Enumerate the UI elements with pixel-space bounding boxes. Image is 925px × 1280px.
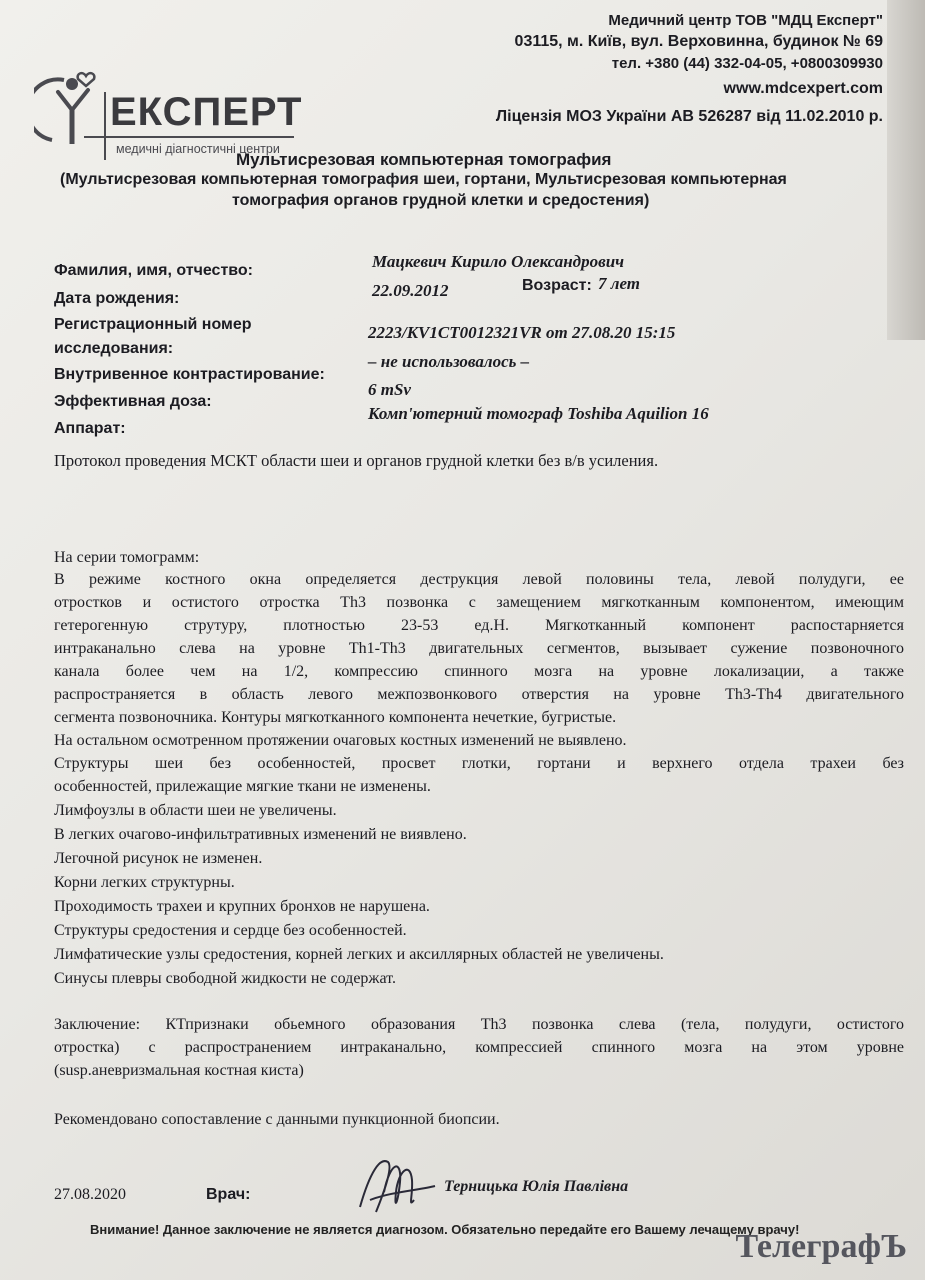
dob-label: Дата рождения:	[54, 290, 180, 307]
conclusion-line2: отростка) с распространением интраканально, компрессией спинного мозга на этом уровне	[54, 1039, 904, 1056]
report-subtitle-line1: (Мультисрезовая компьютерная томография шеи, гортани, Мультисрезовая компьютерная	[60, 171, 787, 188]
reg-label-line2: исследования:	[54, 340, 174, 357]
age-value: 7 лет	[598, 274, 641, 293]
signature-icon	[350, 1152, 440, 1222]
finding-item: Лимфатические узлы средостения, корней легких и аксиллярных областей не увеличены.	[54, 946, 664, 963]
contrast-label: Внутривенное контрастирование:	[54, 366, 325, 383]
contrast-value: – не использовалось –	[368, 352, 530, 371]
findings-line: В режиме костного окна определяется деструкция левой половины тела, левой полудуги, ее	[54, 571, 904, 588]
center-website: www.mdcexpert.com	[723, 80, 883, 97]
report-date: 27.08.2020	[54, 1186, 126, 1203]
finding-item: Легочной рисунок не изменен.	[54, 850, 263, 867]
finding-item: Структуры средостения и сердце без особенностей.	[54, 922, 407, 939]
device-value: Комп'ютерний томограф Toshiba Aquilion 16	[368, 404, 709, 423]
recommendation-text: Рекомендовано сопоставление с данными пункционной биопсии.	[54, 1111, 500, 1128]
logo-divider-horizontal	[84, 136, 294, 138]
center-license: Ліцензія МОЗ України АВ 526287 від 11.02.2010 р.	[495, 108, 883, 125]
doctor-label: Врач:	[206, 1186, 251, 1203]
name-label: Фамилия, имя, отчество:	[54, 262, 253, 279]
logo-divider-vertical	[104, 92, 106, 160]
findings-intro: На серии томограмм:	[54, 549, 200, 566]
findings-rest: На остальном осмотренном протяжении очаговых костных изменений не выявлено.	[54, 732, 627, 749]
findings-line: канала более чем на 1/2, компрессию спинного мозга на уровне локализации, а также	[54, 663, 904, 680]
center-address: 03115, м. Київ, вул. Верховинна, будинок № 69	[514, 33, 883, 50]
findings-line: гетерогенную струтуру, плотностью 23-53 ед.Н. Мягкотканный компонент распостарняется	[54, 617, 904, 634]
findings-line: отростков и остистого отростка Th3 позвонка с замещением мягкотканным компонентом, имеющим	[54, 594, 904, 611]
neck-line2: особенностей, прилежащие мягкие ткани не изменены.	[54, 778, 431, 795]
findings-line: распространяется в область левого межпозвонкового отверстия на уровне Th3-Th4 двигательного	[54, 686, 904, 703]
conclusion-line1: Заключение: КТпризнаки обьемного образования Th3 позвонка слева (тела, полудуги, остистого	[54, 1016, 904, 1033]
report-subtitle-line2: томография органов грудной клетки и средостения)	[232, 192, 650, 209]
person-heart-logo-icon	[34, 62, 114, 162]
finding-item: Лимфоузлы в области шеи не увеличены.	[54, 802, 337, 819]
finding-item: Проходимость трахеи и крупних бронхов не нарушена.	[54, 898, 430, 915]
telegraf-watermark: ТелеграфЪ	[735, 1228, 907, 1265]
reg-value: 2223/KV1CT0012321VR от 27.08.20 15:15	[368, 323, 676, 342]
finding-item: Синусы плевры свободной жидкости не содержат.	[54, 970, 396, 987]
finding-item: В легких очагово-инфильтративных изменений не виявлено.	[54, 826, 467, 843]
device-label: Аппарат:	[54, 420, 126, 437]
age-label: Возраст:	[522, 277, 592, 294]
findings-line: сегмента позвоночника. Контуры мягкотканного компонента нечеткие, бугристые.	[54, 709, 617, 726]
dose-value: 6 mSv	[368, 380, 411, 399]
doctor-name: Терницька Юлія Павлівна	[444, 1178, 629, 1195]
protocol-text: Протокол проведения МСКТ области шеи и органов грудной клетки без в/в усиления.	[54, 451, 659, 470]
neck-line1: Структуры шеи без особенностей, просвет глотки, гортани и верхнего отдела трахеи без	[54, 755, 904, 772]
conclusion-line3: (susp.аневризмальная костная киста)	[54, 1062, 304, 1079]
center-name: Медичний центр ТОВ "МДЦ Експерт"	[608, 12, 883, 29]
page-edge-shadow	[887, 0, 925, 340]
findings-line: интраканально слева на уровне Th1-Th3 двигательных сегментов, вызывает сужение позвоночного	[54, 640, 904, 657]
logo-wordmark: ЕКСПЕРТ	[110, 90, 303, 134]
report-title: Мультисрезовая компьютерная томография	[236, 150, 612, 169]
dob-value: 22.09.2012	[372, 281, 449, 300]
footer-warning: Внимание! Данное заключение не является диагнозом. Обязательно передайте его Вашему лечащему врачу!	[90, 1222, 800, 1237]
dose-label: Эффективная доза:	[54, 393, 212, 410]
finding-item: Корни легких структурны.	[54, 874, 235, 891]
name-value: Мацкевич Кирило Олександрович	[372, 252, 625, 271]
center-phone: тел. +380 (44) 332-04-05, +0800309930	[611, 55, 883, 72]
logo-subtitle: медичні діагностичні центри	[116, 142, 280, 156]
reg-label-line1: Регистрационный номер	[54, 316, 252, 333]
